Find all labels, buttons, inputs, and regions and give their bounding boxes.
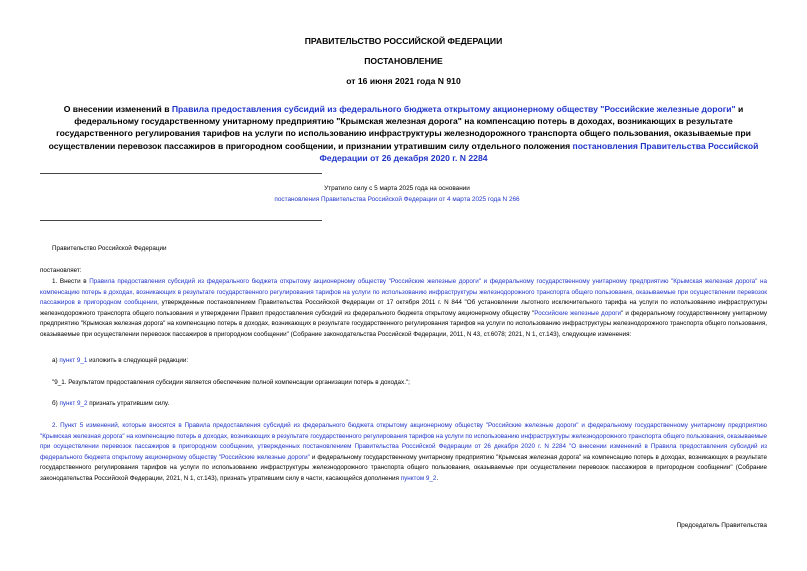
title-link-rules[interactable]: Правила предоставления субсидий из федерального бюджета открытому акционерному обществу "Российские железные дороги": [171, 104, 736, 114]
item-2-link-changes[interactable]: 2. Пункт 5 изменений, которые вносятся в Правила предоставления субсидий из федерального бюджета открытому акционерному обществу "Российские железные дороги" и федеральному государственному унитарному предприятию "Крымская железная дорога" на компенсацию потерь в доходах, возникающих в результате государственного регулирования тарифов на услуги по использованию инфраструктуры железнодорожного транспорта общего пользования, оказываемые при осуществлении перевозок пассажиров в пригородном сообщении, утвержденных постановлением Правительства Российской Федерации от 26 декабря 2020 г. N 2284 "О внесении изменений в Правила предоставления субсидий из федерального бюджета открытому акционерному обществу "Российские железные дороги": [40, 422, 767, 461]
subitem-a-link[interactable]: пункт 9_1: [59, 357, 88, 364]
divider-bottom: [40, 220, 322, 221]
title-link-decree-2284[interactable]: постановления Правительства Российской Федерации от 26 декабря 2020 г. N 2284: [319, 140, 759, 163]
repeal-note-text: Утратило силу с 5 марта 2025 года на основании: [324, 185, 470, 192]
document-date-number: от 16 июня 2021 года N 910: [346, 76, 461, 86]
item-2-text-2: .: [436, 474, 439, 482]
item-2-paragraph: [40, 421, 767, 485]
item-1-link-rules[interactable]: Правила предоставления субсидий из федерального бюджета открытому акционерному обществу "Российские железные дороги" и федеральному государственному унитарному предприятию "Крымская железная дорога" на компенсацию потерь в доходах, возникающих в результате государственного регулирования тарифов на услуги по использованию инфраструктуры железнодорожного транспорта общего пользования, оказываемые при осуществлении перевозок пассажиров в пригородном сообщении: [40, 278, 768, 307]
subitem-a-suffix: изложить в следующей редакции:: [87, 357, 189, 364]
subitem-a: [52, 356, 752, 367]
document-title: [40, 103, 767, 164]
divider-top: [40, 173, 322, 174]
repeal-note-link[interactable]: постановления Правительства Российской Федерации от 4 марта 2025 года N 266: [274, 195, 520, 203]
resolves-line: постановляет:: [40, 267, 82, 274]
document-type: ПОСТАНОВЛЕНИЕ: [364, 56, 443, 66]
item-1-link-rzd[interactable]: Российские железные дороги: [534, 309, 622, 317]
issuer-line: Правительство Российской Федерации: [52, 245, 167, 252]
subitem-b-suffix: признать утратившим силу.: [87, 400, 170, 407]
signature-title: Председатель Правительства: [676, 522, 767, 529]
subitem-a-prefix: а): [52, 357, 60, 364]
item-1-paragraph: [40, 277, 767, 341]
title-text-2: и федеральному государственному унитарному предприятию "Крымская железная дорога" на компенсацию потерь в доходах, возникающих в результате государственного регулирования тарифов на услуги по использованию инфраструктуры железнодорожного транспорта общего пользования, оказываемые при осуществлении перевозок пассажиров в пригородном сообщении, и признании утратившим силу отдельного положения: [48, 104, 751, 151]
subitem-b-link[interactable]: пункт 9_2: [59, 400, 88, 407]
item-2-text-1: и федеральному государственному унитарному предприятию "Крымская железная дорога" на компенсацию потерь в доходах, возникающих в результате государственного регулирования тарифов на услуги по использованию инфраструктуры железнодорожного транспорта общего пользования, оказываемые при осуществлении перевозок пассажиров в пригородном сообщении" (Собрание законодательства Российской Федерации, 2021, N 1, ст.143), признать утратившим силу в части, касающейся дополнения: [40, 453, 767, 482]
repeal-note: [270, 184, 524, 205]
item-1-text-2: , утвержденные постановлением Правительства Российской Федерации от 17 октября 2011 г. N 844 "Об установлении льготного исключительного тарифа на услуги по использованию инфраструктуры железнодорожного транспорта общего пользования и утверждении Правил предоставления субсидий из федерального бюджета открытому акционерному обществу ": [40, 299, 767, 317]
item-1-text-1: 1. Внести в: [52, 278, 90, 285]
subitem-b: [52, 399, 752, 410]
title-text-1: О внесении изменений в: [63, 104, 172, 114]
item-2-link-point[interactable]: пунктом 9_2: [400, 474, 437, 482]
item-1-text-3: " и федеральному государственному унитарному предприятию "Крымская железная дорога" на компенсацию потерь в доходах, возникающих в результате государственного регулирования тарифов на услуги по использованию инфраструктуры железнодорожного транспорта общего пользования, оказываемые при осуществлении перевозок пассажиров в пригородном сообщении" (Собрание законодательства Российской Федерации, 2011, N 43, ст.6078; 2021, N 1, ст.143), следующие изменения:: [40, 309, 768, 338]
subitem-b-prefix: б): [52, 400, 60, 407]
government-heading: ПРАВИТЕЛЬСТВО РОССИЙСКОЙ ФЕДЕРАЦИИ: [304, 36, 503, 46]
quoted-text: "9_1. Результатом предоставления субсидии является обеспечение полной компенсации организации потерь в доходах.";: [52, 379, 410, 386]
